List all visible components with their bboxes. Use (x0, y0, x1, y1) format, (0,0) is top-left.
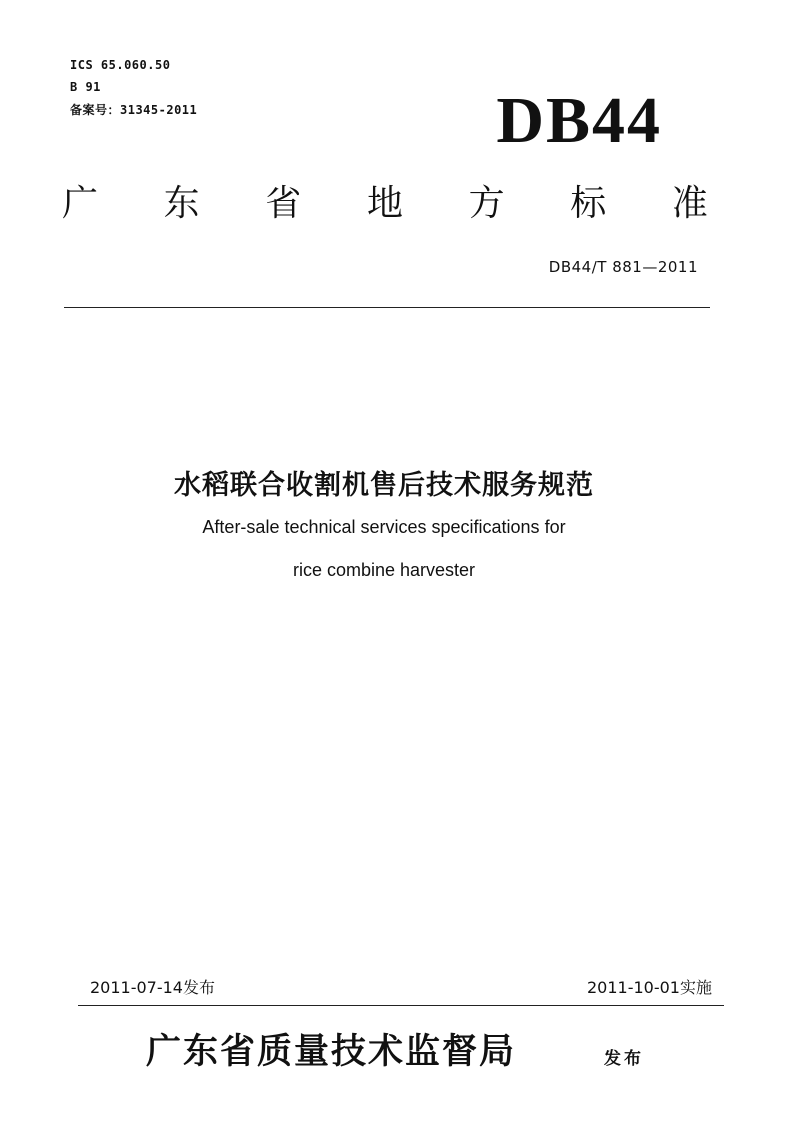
standard-type-char: 广 (61, 183, 98, 224)
standard-number: DB44/T 881—2011 (548, 258, 698, 276)
standard-type-char: 地 (366, 183, 403, 224)
standard-type-char: 东 (163, 183, 200, 224)
issue-label: 发布 (604, 1049, 644, 1069)
top-divider (64, 307, 710, 308)
standard-type-char: 标 (570, 183, 607, 224)
standard-type-char: 省 (265, 183, 302, 224)
document-title-chinese: 水稻联合收割机售后技术服务规范 (174, 470, 594, 501)
standard-type-heading (60, 184, 710, 224)
standard-code-logo: DB44 (496, 84, 662, 157)
ics-code: ICS 65.060.50 (70, 58, 171, 72)
issuing-authority: 广东省质量技术监督局 (146, 1031, 517, 1072)
implementation-date: 2011-10-01实施 (587, 978, 712, 997)
publish-date: 2011-07-14发布 (90, 978, 215, 997)
document-title-english-line2: rice combine harvester (292, 560, 476, 580)
standard-type-char: 方 (468, 183, 505, 224)
document-title-english-line1: After-sale technical services specifications for (202, 517, 566, 537)
filing-number: 备案号：31345-2011 (70, 103, 198, 117)
standard-type-char: 准 (671, 183, 708, 224)
classification-code: B 91 (70, 80, 101, 94)
bottom-divider (78, 1005, 724, 1006)
